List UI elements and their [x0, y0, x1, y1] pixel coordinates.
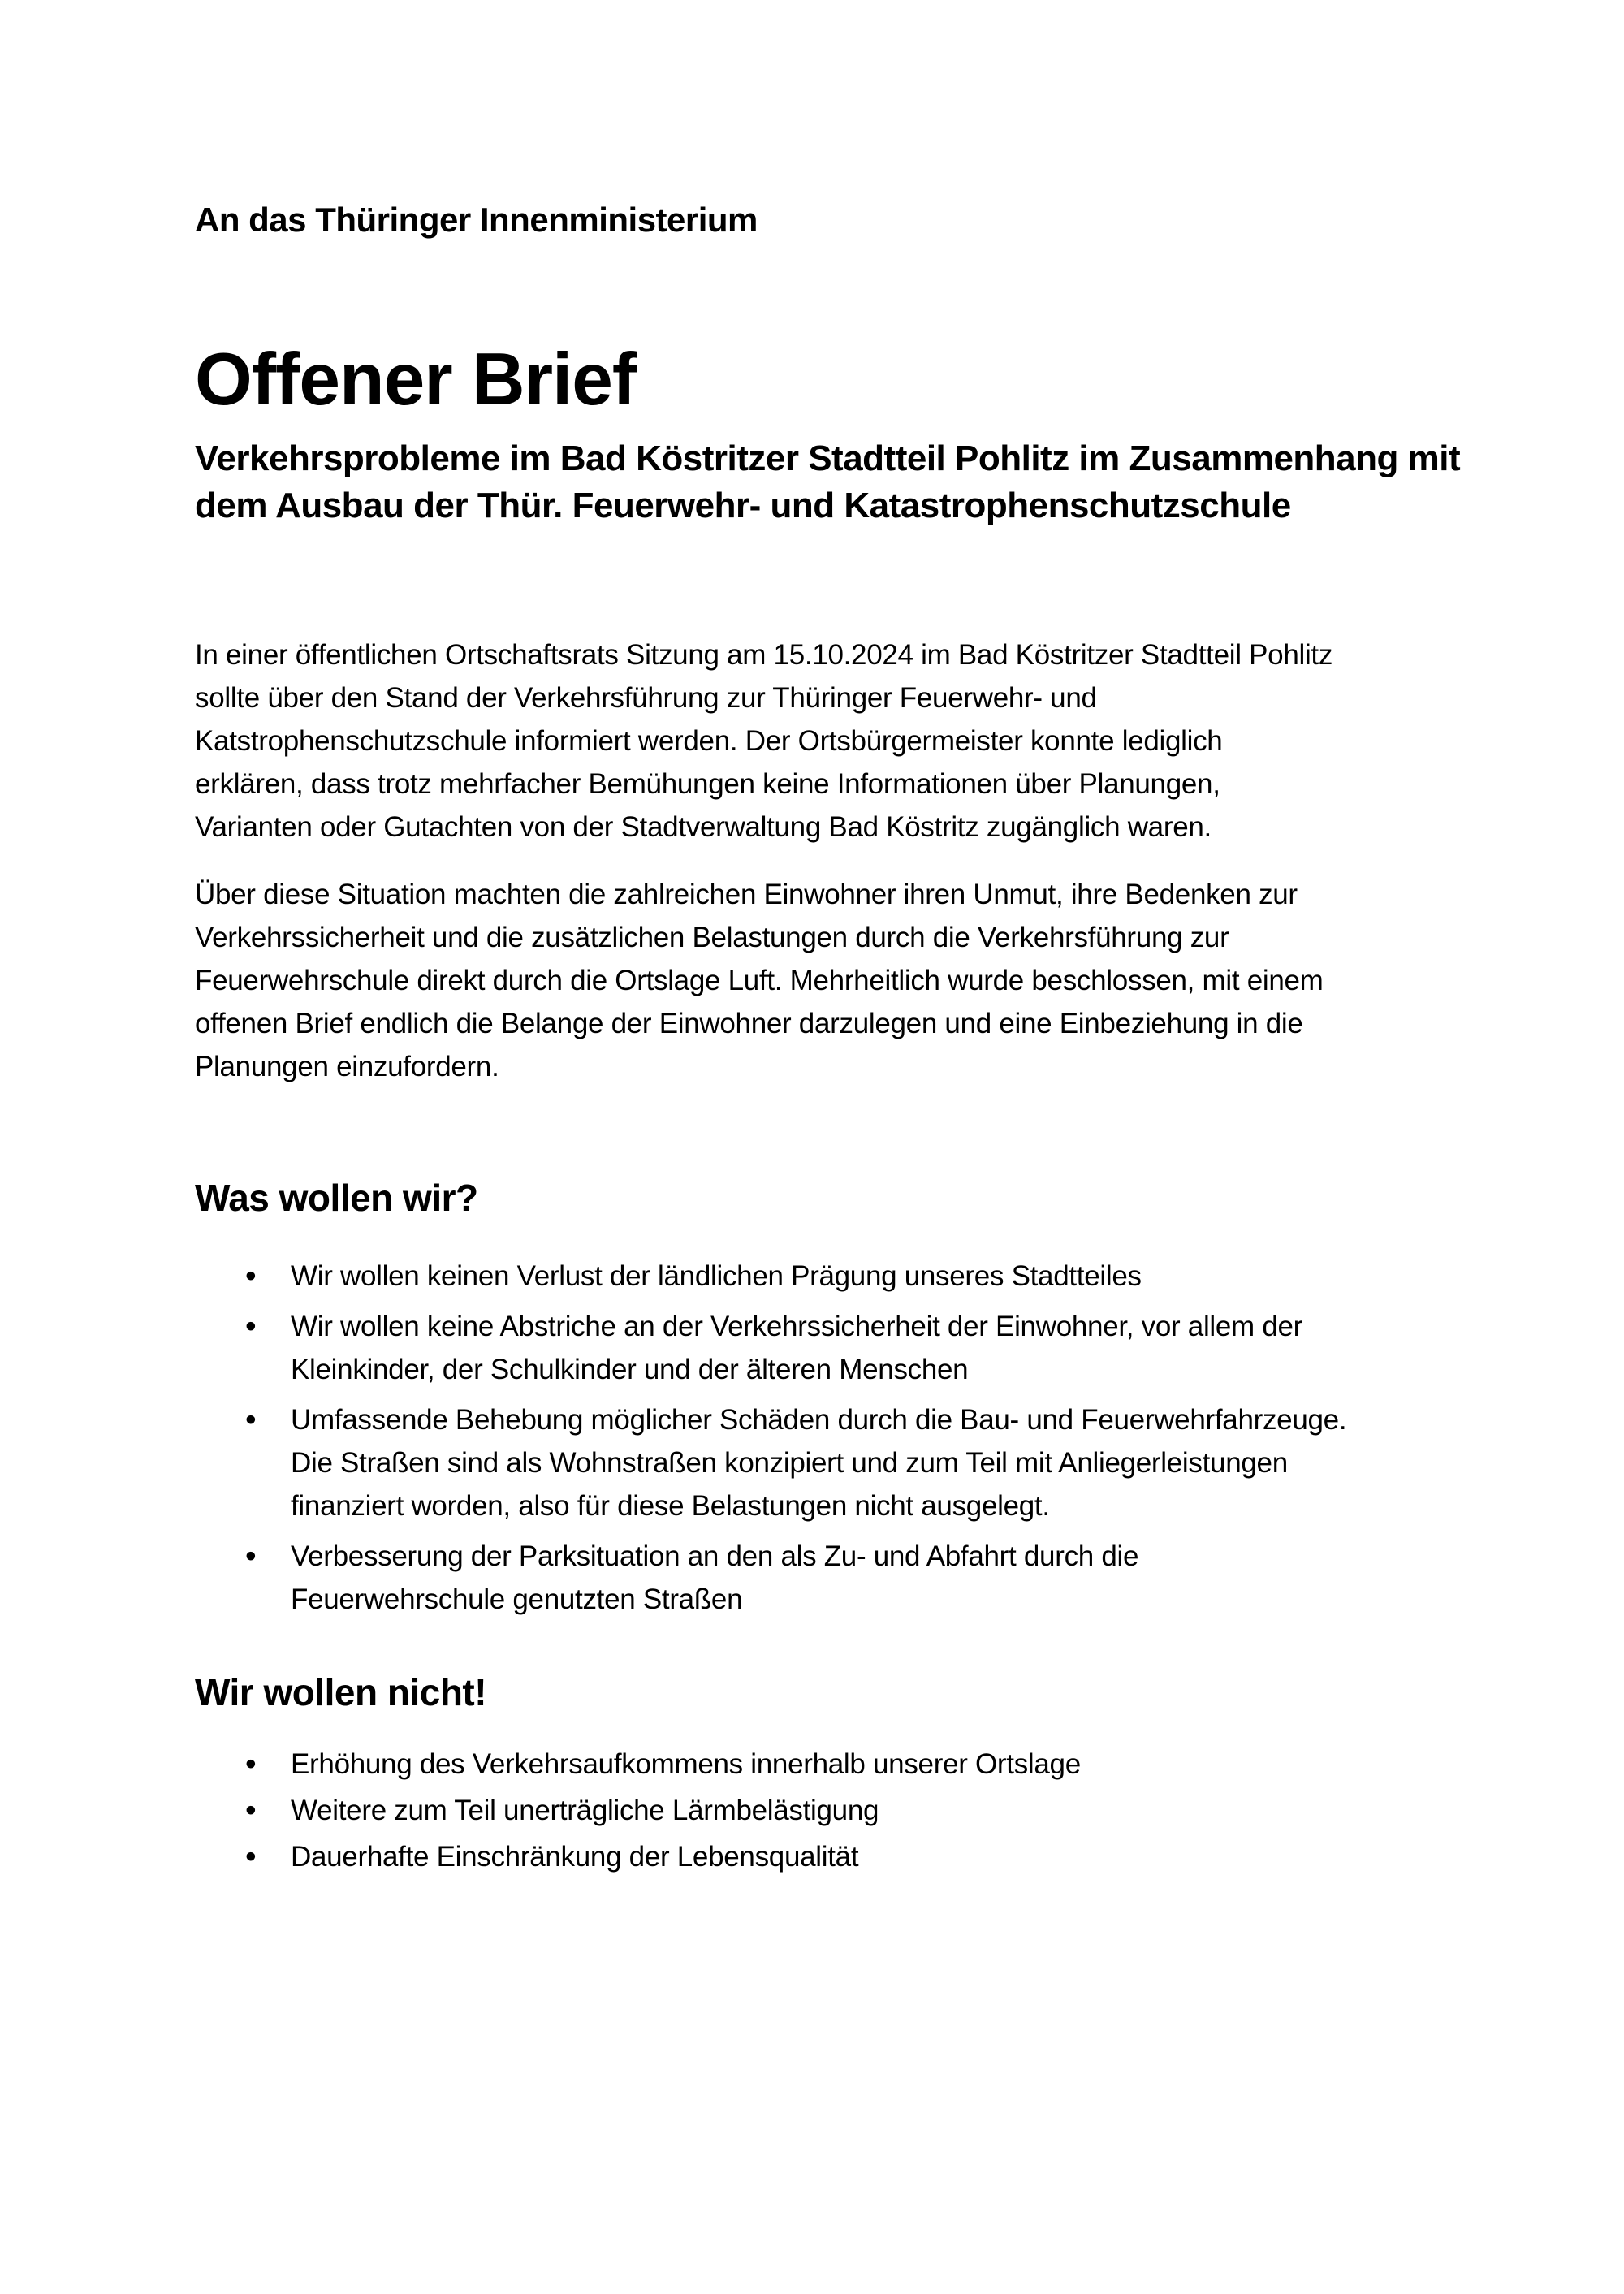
bullet-item: [195, 1835, 1527, 1878]
section-heading-wir-wollen-nicht: Wir wollen nicht!: [195, 1671, 487, 1713]
bullet-icon: •: [245, 1747, 257, 1782]
bullet-item: [195, 1255, 1527, 1298]
paragraph-line: Verkehrssicherheit und die zusätzlichen Belastungen durch die Verkehrsführung zur: [195, 922, 1229, 953]
bullet-text: [291, 1535, 1527, 1621]
bullet-icon: •: [245, 1259, 257, 1294]
bullet-icon: •: [245, 1402, 257, 1437]
paragraph-situation: [195, 873, 1527, 1088]
bullet-icon: •: [245, 1539, 257, 1574]
paragraph-line: Planungen einzufordern.: [195, 1051, 499, 1082]
subtitle-line: Verkehrsprobleme im Bad Köstritzer Stadtteil Pohlitz im Zusammenhang mit: [195, 438, 1461, 478]
bullet-item: [195, 1305, 1527, 1391]
paragraph-line: In einer öffentlichen Ortschaftsrats Sitzung am 15.10.2024 im Bad Köstritzer Stadtteil Pohlitz: [195, 639, 1333, 671]
bullet-text: [291, 1398, 1527, 1527]
bullet-line: Feuerwehrschule genutzten Straßen: [291, 1583, 743, 1615]
bullet-icon: •: [245, 1839, 257, 1874]
bullet-line: Die Straßen sind als Wohnstraßen konzipiert und zum Teil mit Anliegerleistungen: [291, 1447, 1288, 1479]
paragraph-line: Katstrophenschutzschule informiert werden. Der Ortsbürgermeister konnte lediglich: [195, 725, 1223, 757]
document-title: Offener Brief: [195, 339, 637, 421]
bullet-line: Wir wollen keine Abstriche an der Verkehrssicherheit der Einwohner, vor allem der: [291, 1311, 1303, 1342]
paragraph-line: Über diese Situation machten die zahlreichen Einwohner ihren Unmut, ihre Bedenken zur: [195, 879, 1298, 910]
paragraph-line: Varianten oder Gutachten von der Stadtverwaltung Bad Köstritz zugänglich waren.: [195, 811, 1212, 843]
subtitle-line: dem Ausbau der Thür. Feuerwehr- und Katastrophenschutzschule: [195, 486, 1291, 525]
bullet-item: [195, 1743, 1527, 1786]
paragraph-line: offenen Brief endlich die Belange der Einwohner darzulegen und eine Einbeziehung in die: [195, 1008, 1303, 1039]
bullet-line: Wir wollen keinen Verlust der ländlichen Prägung unseres Stadtteiles: [291, 1260, 1142, 1292]
bullet-icon: •: [245, 1793, 257, 1828]
bullet-line: Weitere zum Teil unerträgliche Lärmbelästigung: [291, 1795, 879, 1826]
bullet-line: Erhöhung des Verkehrsaufkommens innerhalb unserer Ortslage: [291, 1748, 1081, 1780]
bullet-text: [291, 1835, 1527, 1878]
bullet-text: [291, 1743, 1527, 1786]
bullet-text: [291, 1305, 1527, 1391]
bullet-item: [195, 1789, 1527, 1832]
paragraph-intro: [195, 633, 1527, 849]
bullet-list-rejections: [195, 1743, 1527, 1881]
bullet-line: finanziert worden, also für diese Belastungen nicht ausgelegt.: [291, 1490, 1050, 1522]
paragraph-line: erklären, dass trotz mehrfacher Bemühungen keine Informationen über Planungen,: [195, 768, 1220, 800]
bullet-line: Kleinkinder, der Schulkinder und der älteren Menschen: [291, 1354, 969, 1385]
bullet-line: Verbesserung der Parksituation an den als Zu- und Abfahrt durch die: [291, 1540, 1139, 1572]
paragraph-line: sollte über den Stand der Verkehrsführung zur Thüringer Feuerwehr- und: [195, 682, 1097, 714]
bullet-list-wants: [195, 1255, 1527, 1628]
bullet-item: [195, 1535, 1527, 1621]
recipient-line: An das Thüringer Innenministerium: [195, 201, 758, 239]
paragraph-line: Feuerwehrschule direkt durch die Ortslage Luft. Mehrheitlich wurde beschlossen, mit einem: [195, 965, 1324, 996]
bullet-text: [291, 1255, 1527, 1298]
bullet-line: Umfassende Behebung möglicher Schäden durch die Bau- und Feuerwehrfahrzeuge.: [291, 1404, 1347, 1436]
section-heading-was-wollen-wir: Was wollen wir?: [195, 1177, 478, 1219]
bullet-text: [291, 1789, 1527, 1832]
document-subtitle: [195, 435, 1527, 529]
bullet-icon: •: [245, 1309, 257, 1344]
bullet-line: Dauerhafte Einschränkung der Lebensqualität: [291, 1841, 859, 1873]
bullet-item: [195, 1398, 1527, 1527]
